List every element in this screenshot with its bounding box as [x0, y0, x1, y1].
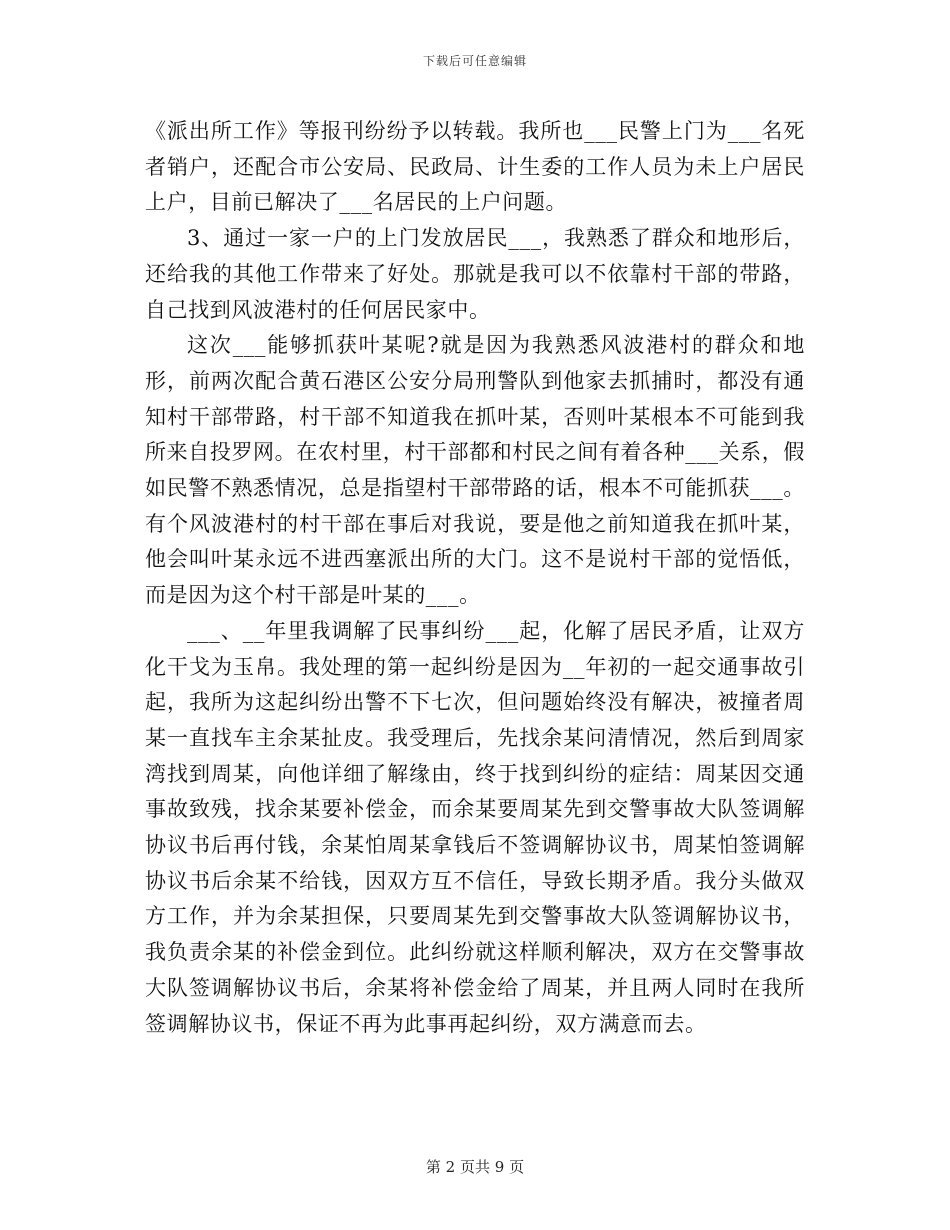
document-body: [145, 114, 805, 1042]
paragraph-4: ___、__年里我调解了民事纠纷___起，化解了居民矛盾，让双方化干戈为玉帛。我处理的第一起纠纷是因为__年初的一起交通事故引起，我所为这起纠纷出警不下七次，但问题始终没有解决，被撞者周某一直找车主余某扯皮。我受理后，先找余某问清情况，然后到周家湾找到周某，向他详细了解缘由，终于找到纠纷的症结：周某因交通事故致残，找余某要补偿金，而余某要周某先到交警事故大队签调解协议书后再付钱，余某怕周某拿钱后不签调解协议书，周某怕签调解协议书后余某不给钱，因双方互不信任，导致长期矛盾。我分头做双方工作，并为余某担保，只要周某先到交警事故大队签调解协议书，我负责余某的补偿金到位。此纠纷就这样顺利解决，双方在交警事故大队签调解协议书后，余某将补偿金给了周某，并且两人同时在我所签调解协议书，保证不再为此事再起纠纷，双方满意而去。: [145, 618, 805, 1036]
page-header: 下载后可任意编辑: [422, 54, 527, 68]
paragraph-1: 《派出所工作》等报刊纷纷予以转载。我所也___民警上门为___名死者销户，还配合市公安局、民政局、计生委的工作人员为未上户居民上户，目前已解决了___名居民的上户问题。: [145, 119, 805, 215]
page-footer: 第 2 页共 9 页: [425, 1158, 525, 1176]
paragraph-3: 这次___能够抓获叶某呢?就是因为我熟悉风波港村的群众和地形，前两次配合黄石港区公安分局刑警队到他家去抓捕时，都没有通知村干部带路，村干部不知道我在抓叶某，否则叶某根本不可能到我所来自投罗网。在农村里，村干部都和村民之间有着各种___关系，假如民警不熟悉情况，总是指望村干部带路的话，根本不可能抓获___。有个风波港村的村干部在事后对我说，要是他之前知道我在抓叶某，他会叫叶某永远不进西塞派出所的大门。这不是说村干部的觉悟低，而是因为这个村干部是叶某的___。: [145, 333, 805, 608]
paragraph-2: 3、通过一家一户的上门发放居民___，我熟悉了群众和地形后，还给我的其他工作带来了好处。那就是我可以不依靠村干部的带路，自己找到风波港村的任何居民家中。: [145, 226, 805, 322]
